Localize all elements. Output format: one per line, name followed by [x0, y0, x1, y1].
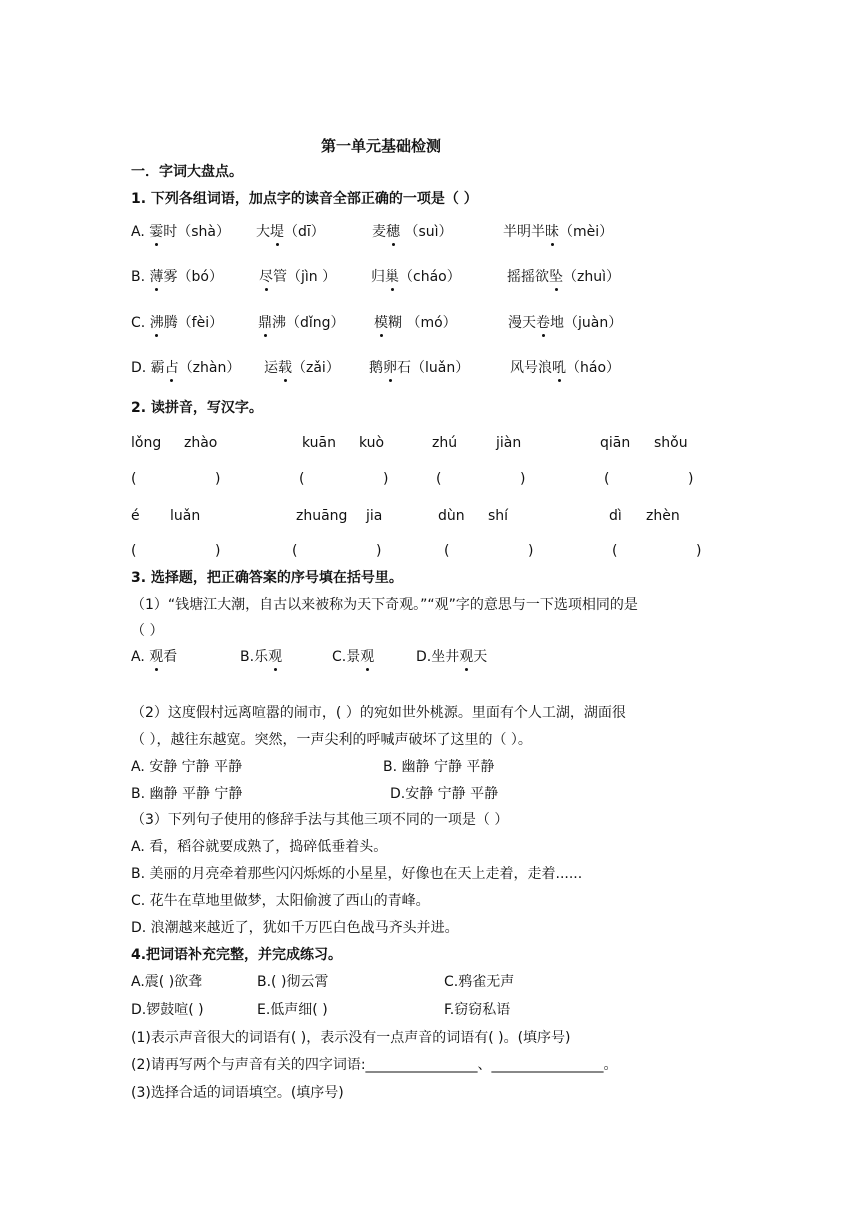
word-item: C.鸦雀无声 [444, 974, 515, 990]
word-item: F.窃窃私语 [444, 1002, 511, 1018]
pinyin-label: lǒng [131, 435, 162, 451]
question-4-sub-1: (1)表示声音很大的词语有( )，表示没有一点声音的词语有( )。(填序号) [131, 1030, 571, 1046]
option-item: 麦穗 （suì） [372, 224, 453, 240]
option-item: A. 霎时（shà） [131, 224, 230, 240]
question-3-part-1-line-2: （ ） [131, 623, 164, 639]
option-item: D. 霸占（zhàn） [131, 360, 241, 376]
pinyin-label: shǒu [654, 435, 688, 451]
word-item: D.锣鼓喧( ) [131, 1002, 204, 1018]
option-item: 尽管（jìn ） [259, 269, 337, 285]
option-item: B. 薄雾（bó） [131, 269, 223, 285]
option-item: D. 浪潮越来越近了，犹如千万匹白色战马齐头并进。 [131, 920, 459, 936]
page-title: 第一单元基础检测 [321, 137, 442, 155]
pinyin-label: é [131, 508, 140, 524]
answer-bracket-close: ) [383, 471, 389, 487]
option-item: B. 幽静 平静 宁静 [131, 786, 243, 802]
answer-bracket-open: ( [292, 543, 298, 559]
word-item: E.低声细( ) [257, 1002, 328, 1018]
option-item: 鼎沸（dǐng） [258, 315, 345, 331]
answer-bracket-open: ( [299, 471, 305, 487]
answer-bracket-close: ) [688, 471, 694, 487]
option-item: A. 看，稻谷就要成熟了，捣碎低垂着头。 [131, 839, 388, 855]
question-1-stem: 1. 下列各组词语，加点字的读音全部正确的一项是（ ） [131, 191, 478, 207]
option-item: A. 安静 宁静 平静 [131, 759, 243, 775]
option-item: 归巢（cháo） [371, 269, 461, 285]
option-item: D.安静 宁静 平静 [390, 786, 499, 802]
answer-bracket-close: ) [696, 543, 702, 559]
pinyin-label: kuò [359, 435, 385, 451]
answer-bracket-open: ( [604, 471, 610, 487]
pinyin-label: kuān [302, 435, 337, 451]
answer-bracket-open: ( [131, 471, 137, 487]
question-3-part-2-line-1: （2）这度假村远离喧嚣的闹市，( ）的宛如世外桃源。里面有个人工湖，湖面很 [131, 705, 626, 721]
option-item: 风号浪吼（háo） [510, 360, 621, 376]
answer-bracket-close: ) [215, 543, 221, 559]
question-4-sub-3: (3)选择合适的词语填空。(填序号) [131, 1085, 344, 1101]
question-3-stem: 3. 选择题，把正确答案的序号填在括号里。 [131, 570, 403, 586]
option-item: D.坐井观天 [416, 649, 488, 665]
pinyin-label: shí [488, 508, 509, 524]
question-3-part-3-stem: （3）下列句子使用的修辞手法与其他三项不同的一项是（ ） [131, 812, 509, 828]
pinyin-label: luǎn [170, 508, 201, 524]
section-heading: 一．字词大盘点。 [131, 164, 243, 180]
answer-bracket-close: ) [528, 543, 534, 559]
question-4-stem: 4.把词语补充完整，并完成练习。 [131, 947, 343, 963]
option-item: B. 幽静 宁静 平静 [383, 759, 495, 775]
option-item: 摇摇欲坠（zhuì） [507, 269, 620, 285]
option-item: C.景观 [332, 649, 375, 665]
pinyin-label: zhèn [646, 508, 680, 524]
answer-bracket-close: ) [520, 471, 526, 487]
question-3-part-1-line-1: （1）“钱塘江大潮，自古以来被称为天下奇观。”“观”字的意思与一下选项相同的是 [131, 597, 638, 613]
option-item: B. 美丽的月亮牵着那些闪闪烁烁的小星星，好像也在天上走着，走着...... [131, 866, 583, 882]
answer-bracket-open: ( [436, 471, 442, 487]
option-item: 半明半昧（mèi） [503, 224, 614, 240]
option-item: 漫天卷地（juàn） [508, 315, 623, 331]
option-item: C. 沸腾（fèi） [131, 315, 224, 331]
option-item: 运载（zǎi） [264, 360, 340, 376]
answer-bracket-open: ( [444, 543, 450, 559]
option-item: 大堤（dī） [256, 224, 325, 240]
answer-bracket-open: ( [131, 543, 137, 559]
option-item: A. 观看 [131, 649, 178, 665]
answer-bracket-open: ( [612, 543, 618, 559]
option-item: B.乐观 [240, 649, 283, 665]
pinyin-label: dì [609, 508, 622, 524]
question-2-stem: 2. 读拼音，写汉字。 [131, 400, 263, 416]
pinyin-label: jia [366, 508, 383, 524]
question-4-sub-2: (2)请再写两个与声音有关的四字词语:________________、________________。 [131, 1057, 618, 1073]
pinyin-label: zhào [184, 435, 218, 451]
pinyin-label: dùn [438, 508, 465, 524]
pinyin-label: jiàn [496, 435, 522, 451]
question-3-part-2-line-2: （ ），越往东越宽。突然，一声尖利的呼喊声破坏了这里的（ ）。 [131, 732, 532, 748]
pinyin-label: zhú [432, 435, 458, 451]
word-item: A.震( )欲聋 [131, 974, 203, 990]
answer-bracket-close: ) [376, 543, 382, 559]
option-item: 模糊 （mó） [374, 315, 457, 331]
answer-bracket-close: ) [215, 471, 221, 487]
option-item: C. 花牛在草地里做梦，太阳偷渡了西山的青峰。 [131, 893, 430, 909]
word-item: B.( )彻云霄 [257, 974, 329, 990]
option-item: 鹅卵石（luǎn） [369, 360, 470, 376]
pinyin-label: zhuāng [296, 508, 348, 524]
pinyin-label: qiān [600, 435, 631, 451]
